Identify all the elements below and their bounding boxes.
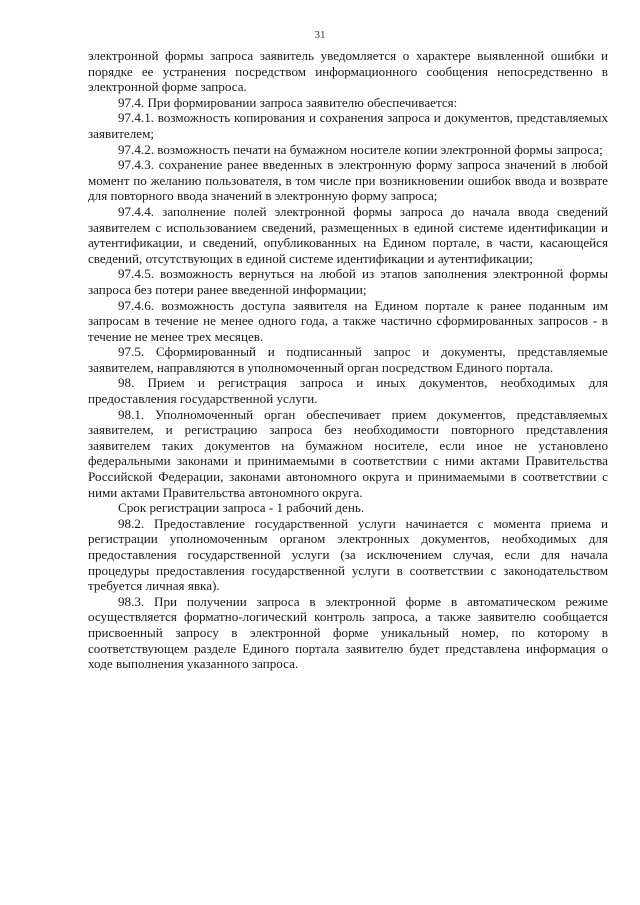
paragraph-97-5: 97.5. Сформированный и подписанный запрос и документы, представляемые заявителем, направляются в уполномоченный орган посредством Единого портала. — [88, 344, 608, 375]
paragraph-97-4: 97.4. При формировании запроса заявителю обеспечивается: — [118, 94, 458, 110]
paragraph-97-4-6: 97.4.6. возможность доступа заявителя на Едином портале к ранее поданным им запросам в течение не менее одного года, а также частично сформированных запросов - в течение не менее трех месяцев. — [88, 297, 608, 344]
paragraph-98-3: 98.3. При получении запроса в электронной форме в автоматическом режиме осуществляется форматно-логический контроль запроса, а также заявителю сообщается присвоенный запросу в электронной форме уникальный номер, по которому в соответствующем разделе Единого портала заявителю будет представлена информация о ходе выполнения указанного запроса. — [88, 593, 608, 672]
paragraph-97-4-4: 97.4.4. заполнение полей электронной формы запроса до начала ввода сведений заявителем с использованием сведений, размещенных в единой системе идентификации и аутентификации, и сведений, опубликованных на Едином портале, в части, касающейся сведений, отсутствующих в единой системе идентификации и аутентификации; — [88, 203, 608, 266]
paragraph-98: 98. Прием и регистрация запроса и иных документов, необходимых для предоставления государственной услуги. — [88, 375, 608, 407]
paragraph-98-1: 98.1. Уполномоченный орган обеспечивает прием документов, представляемых заявителем, и регистрацию запроса без необходимости повторного представления заявителем таких документов на бумажном носителе, если иное не установлено федеральными законами и принимаемыми в соответствии с ними актами Правительства Российской Федерации, законами автономного округа и принимаемыми в соответствии с ними актами Правительства автономного округа. — [88, 406, 608, 500]
paragraph-97-4-2: 97.4.2. возможность печати на бумажном носителе копии электронной формы запроса; — [118, 141, 603, 157]
document-body — [88, 48, 608, 672]
paragraph-97-4-5: 97.4.5. возможность вернуться на любой из этапов заполнения электронной формы запроса без потери ранее введенной информации; — [88, 266, 608, 297]
paragraph-98-2: 98.2. Предоставление государственной услуги начинается с момента приема и регистрации уполномоченным органом электронных документов, необходимых для предоставления государственной услуги (за исключением случая, если для начала процедуры предоставления государственной услуги в соответствии с законодательством требуется личная явка). — [88, 515, 608, 594]
page-number: 31 — [314, 29, 326, 41]
paragraph-97-4-1: 97.4.1. возможность копирования и сохранения запроса и документов, представляемых заявителем; — [88, 110, 608, 141]
paragraph-97-4-3: 97.4.3. сохранение ранее введенных в электронную форму запроса значений в любой момент по желанию пользователя, в том числе при возникновении ошибок ввода и возврате для повторного ввода значений в электронную форму запроса; — [88, 157, 608, 204]
paragraph-error-notification: электронной формы запроса заявитель уведомляется о характере выявленной ошибки и порядке ее устранения посредством информационного сообщения непосредственно в электронной форме запроса. — [88, 48, 608, 95]
paragraph-registration-term: Срок регистрации запроса - 1 рабочий день. — [118, 500, 365, 516]
